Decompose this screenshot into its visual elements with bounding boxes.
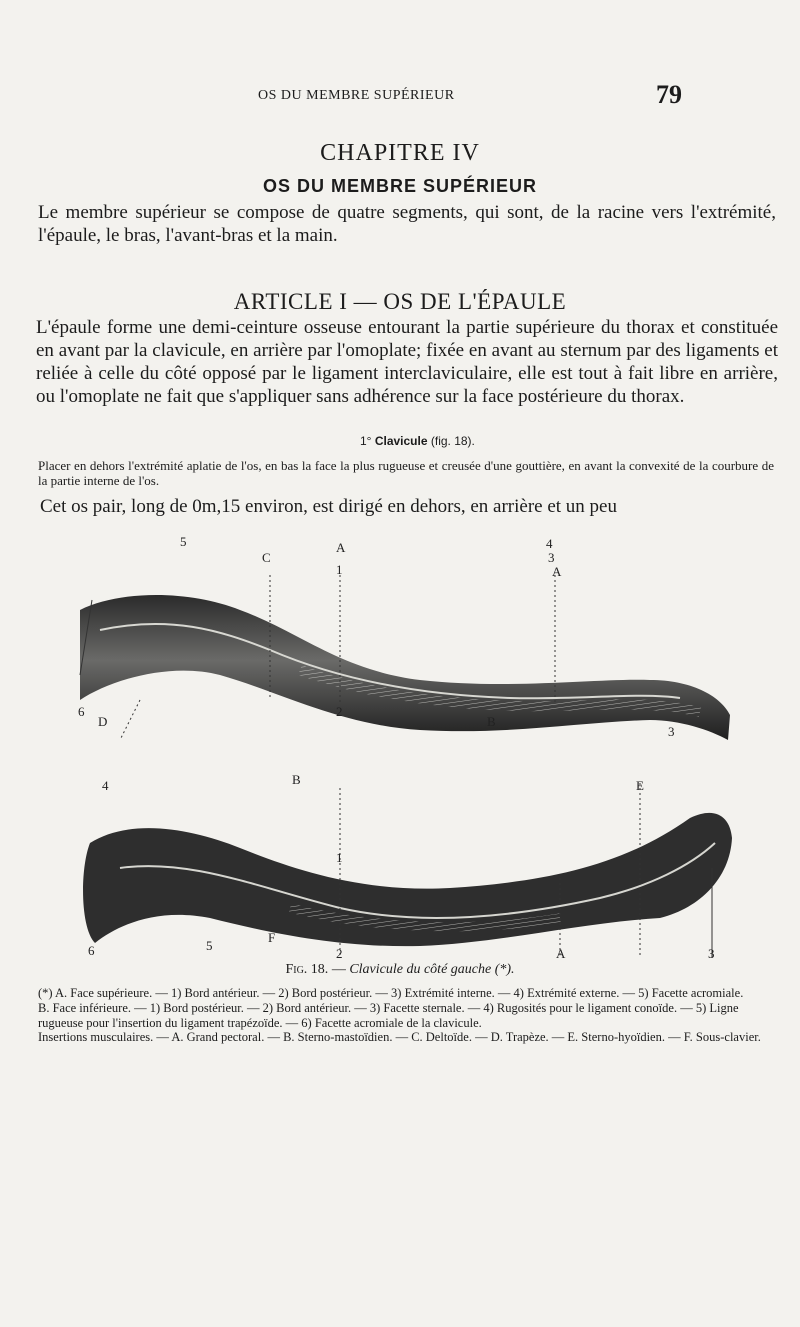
label-bot-a: A [556,946,566,961]
label-top-d: D [98,714,108,729]
label-bot-f: F [268,930,276,945]
caption-text: Clavicule du côté gauche (*). [349,962,515,977]
chapter-number: CHAPITRE IV [320,140,480,166]
label-top-4: 4 [546,536,553,551]
label-top-c: C [262,550,271,565]
label-top-6: 6 [78,704,85,719]
section-figref: (fig. 18). [430,434,475,448]
label-bot-4: 4 [102,778,109,793]
caption-number: Fig. 18. [285,962,329,977]
section-number: 1° [360,434,372,448]
legend-insertions: Insertions musculaires. — A. Grand pectoral. — B. Sterno-mastoïdien. — C. Deltoïde. — D. Trapèze. — E. Sterno-hyoïdien. — F. Sous-clavier. [38,1030,761,1045]
legend-face-superieure: (*) A. Face supérieure. — 1) Bord antérieur. — 2) Bord postérieur. — 3) Extrémité interne. — 4) Extrémité externe. — 5) Facette acromiale. [38,986,744,1000]
chapter-title: OS DU MEMBRE SUPÉRIEUR [262,176,538,196]
article-heading: ARTICLE I — OS DE L'ÉPAULE [233,289,567,314]
label-top-b: B [487,714,496,729]
label-bot-2: 2 [336,946,343,961]
figure-legend [38,986,776,1045]
label-bot-e: E [636,778,644,793]
label-top-3b: 3 [548,550,555,565]
label-top-2: 2 [336,704,343,719]
label-top-1: 1 [336,562,343,577]
placement-note: Placer en dehors l'extrémité aplatie de l'os, en bas la face la plus rugueuse et creusée d'une gouttière, en avant la convexité de la courbure de la partie interne de l'os. [38,458,774,488]
label-bot-3: 3 [708,946,715,961]
label-top-a: A [336,540,346,555]
page-number: 79 [656,80,682,109]
label-bot-1: 1 [336,850,343,865]
label-bot-b: B [292,772,301,787]
figure-caption-line: Fig. 18. — Clavicule du côté gauche (*). [285,962,515,977]
body-start: Cet os pair, long de 0m,15 environ, est dirigé en dehors, en arrière et un peu [40,496,617,517]
legend-face-inferieure: B. Face inférieure. — 1) Bord postérieur. — 2) Bord antérieur. — 3) Facette sternale. — 4) Rugosités pour le ligament conoïde. — 5) Ligne rugueuse pour l'insertion du ligament trapézoïde. — 6) Facette acromiale de la clavicule. [38,1000,739,1030]
shoulder-paragraph: L'épaule forme une demi-ceinture osseuse entourant la partie supérieure du thorax et constituée en avant par la clavicule, en arrière par l'omoplate; fixée en avant au sternum par des ligaments et reliée à celle du côté opposé par le ligament interclaviculaire, elle est tout à fait libre en arrière, ou l'omoplate ne fait que s'appliquer sans adhérence sur la face postérieure du thorax. [36,317,778,407]
label-top-a2: A [552,564,562,579]
intro-paragraph: Le membre supérieur se compose de quatre segments, qui sont, de la racine vers l'extrémité, l'épaule, le bras, l'avant-bras et la main. [38,202,776,246]
running-title: OS DU MEMBRE SUPÉRIEUR [258,88,455,103]
section-name: Clavicule [374,434,428,448]
label-top-5: 5 [180,534,187,549]
label-bot-6: 6 [88,943,95,958]
label-top-3: 3 [668,724,675,739]
label-bot-5: 5 [206,938,213,953]
